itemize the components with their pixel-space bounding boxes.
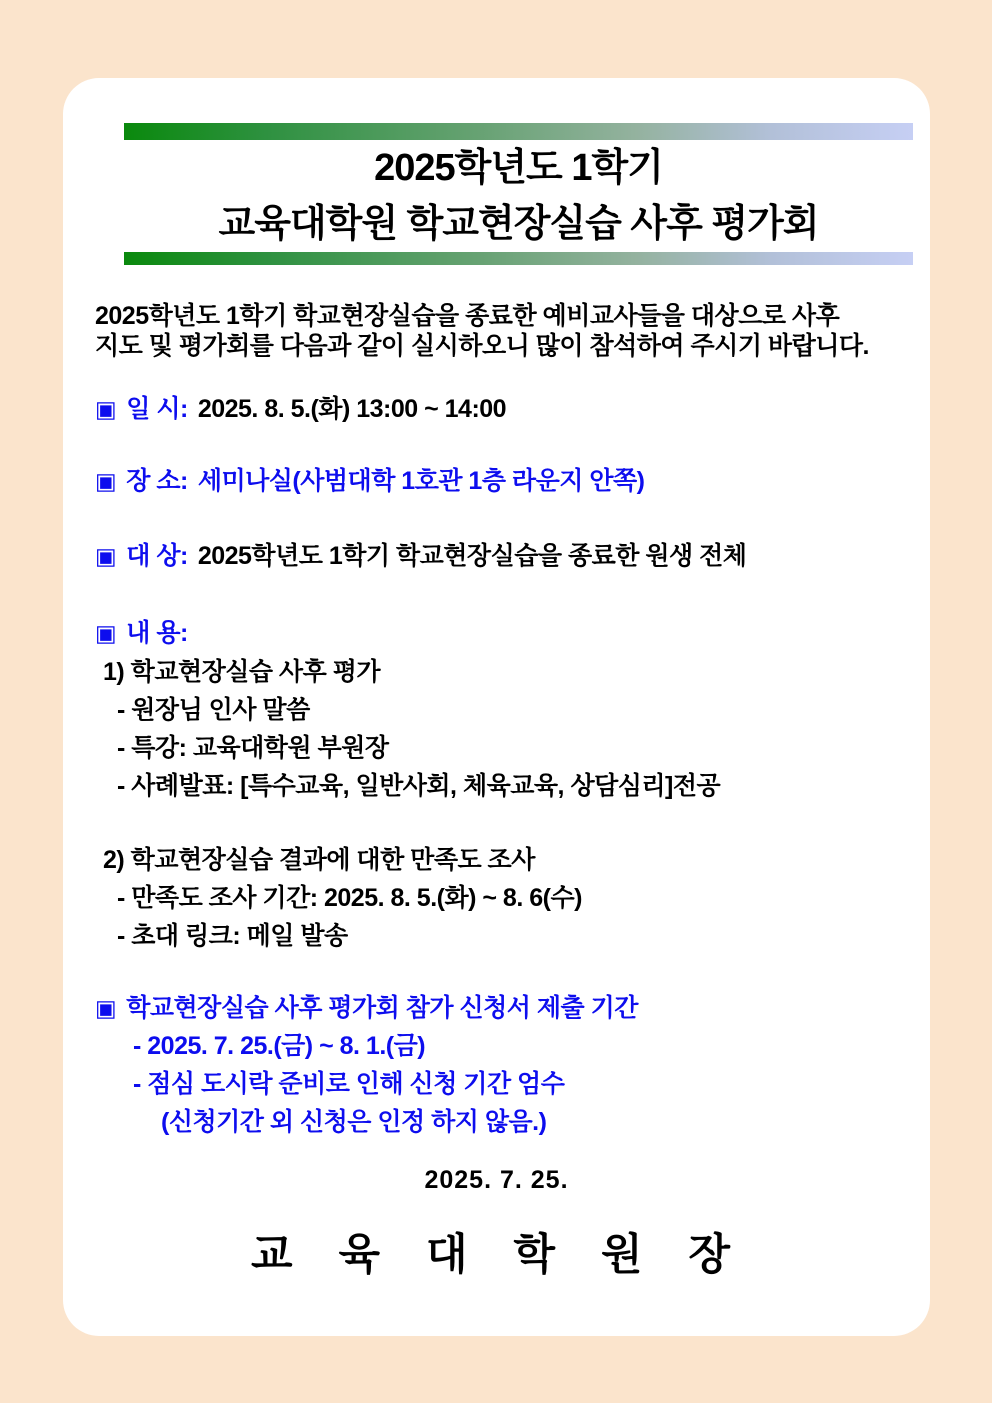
content-group2-title: 2) 학교현장실습 결과에 대한 만족도 조사: [103, 846, 535, 874]
target-label: 대 상:: [126, 542, 188, 570]
application-note: (신청기간 외 신청은 인정 하지 않음.): [161, 1108, 547, 1136]
place-label: 장 소:: [126, 467, 188, 495]
header-top-bar: [124, 123, 913, 140]
header-bottom-bar: [124, 252, 913, 265]
content-group1-title: 1) 학교현장실습 사후 평가: [103, 658, 381, 686]
target-value: 2025학년도 1학기 학교현장실습을 종료한 원생 전체: [197, 542, 747, 570]
square-bullet-icon: ▣: [95, 468, 117, 494]
issue-date: 2025. 7. 25.: [424, 1166, 569, 1194]
square-bullet-icon: ▣: [95, 543, 117, 569]
signature-dean: 교 육 대 학 원 장: [251, 1231, 742, 1279]
datetime-label: 일 시:: [126, 395, 188, 423]
square-bullet-icon: ▣: [95, 620, 117, 646]
title-line-1: 2025학년도 1학기: [374, 147, 663, 189]
application-line-1: - 2025. 7. 25.(금) ~ 8. 1.(금): [133, 1032, 426, 1060]
square-bullet-icon: ▣: [95, 396, 117, 422]
application-line-2: - 점심 도시락 준비로 인해 신청 기간 엄수: [133, 1070, 565, 1098]
application-label: 학교현장실습 사후 평가회 참가 신청서 제출 기간: [126, 994, 638, 1022]
intro-paragraph: [95, 301, 902, 361]
notice-body: [63, 301, 930, 1136]
content-group2-line-1: - 만족도 조사 기간: 2025. 8. 5.(화) ~ 8. 6(수): [117, 884, 582, 912]
intro-line-1: 2025학년도 1학기 학교현장실습을 종료한 예비교사들을 대상으로 사후: [95, 302, 840, 330]
place-value: 세미나실(사범대학 1호관 1층 라운지 안쪽): [197, 467, 645, 495]
item-place: [95, 468, 902, 495]
content-group1-line-1: - 원장님 인사 말씀: [117, 696, 310, 724]
item-datetime: [95, 396, 902, 423]
item-target: [95, 543, 902, 570]
datetime-value: 2025. 8. 5.(화) 13:00 ~ 14:00: [197, 395, 507, 423]
square-bullet-icon: ▣: [95, 995, 117, 1021]
content-group2-line-2: - 초대 링크: 메일 발송: [117, 922, 348, 950]
intro-line-2: 지도 및 평가회를 다음과 같이 실시하오니 많이 참석하여 주시기 바랍니다.: [95, 332, 869, 360]
title-block: [124, 140, 913, 252]
content-group1-line-2: - 특강: 교육대학원 부원장: [117, 734, 389, 762]
content-group1-line-3: - 사례발표: [특수교육, 일반사회, 체육교육, 상담심리]전공: [117, 772, 721, 800]
item-application-header: [95, 995, 902, 1022]
notice-card: [63, 78, 930, 1336]
item-content-header: [95, 620, 902, 647]
content-label: 내 용:: [126, 619, 188, 647]
title-line-2: 교육대학원 학교현장실습 사후 평가회: [218, 203, 819, 245]
